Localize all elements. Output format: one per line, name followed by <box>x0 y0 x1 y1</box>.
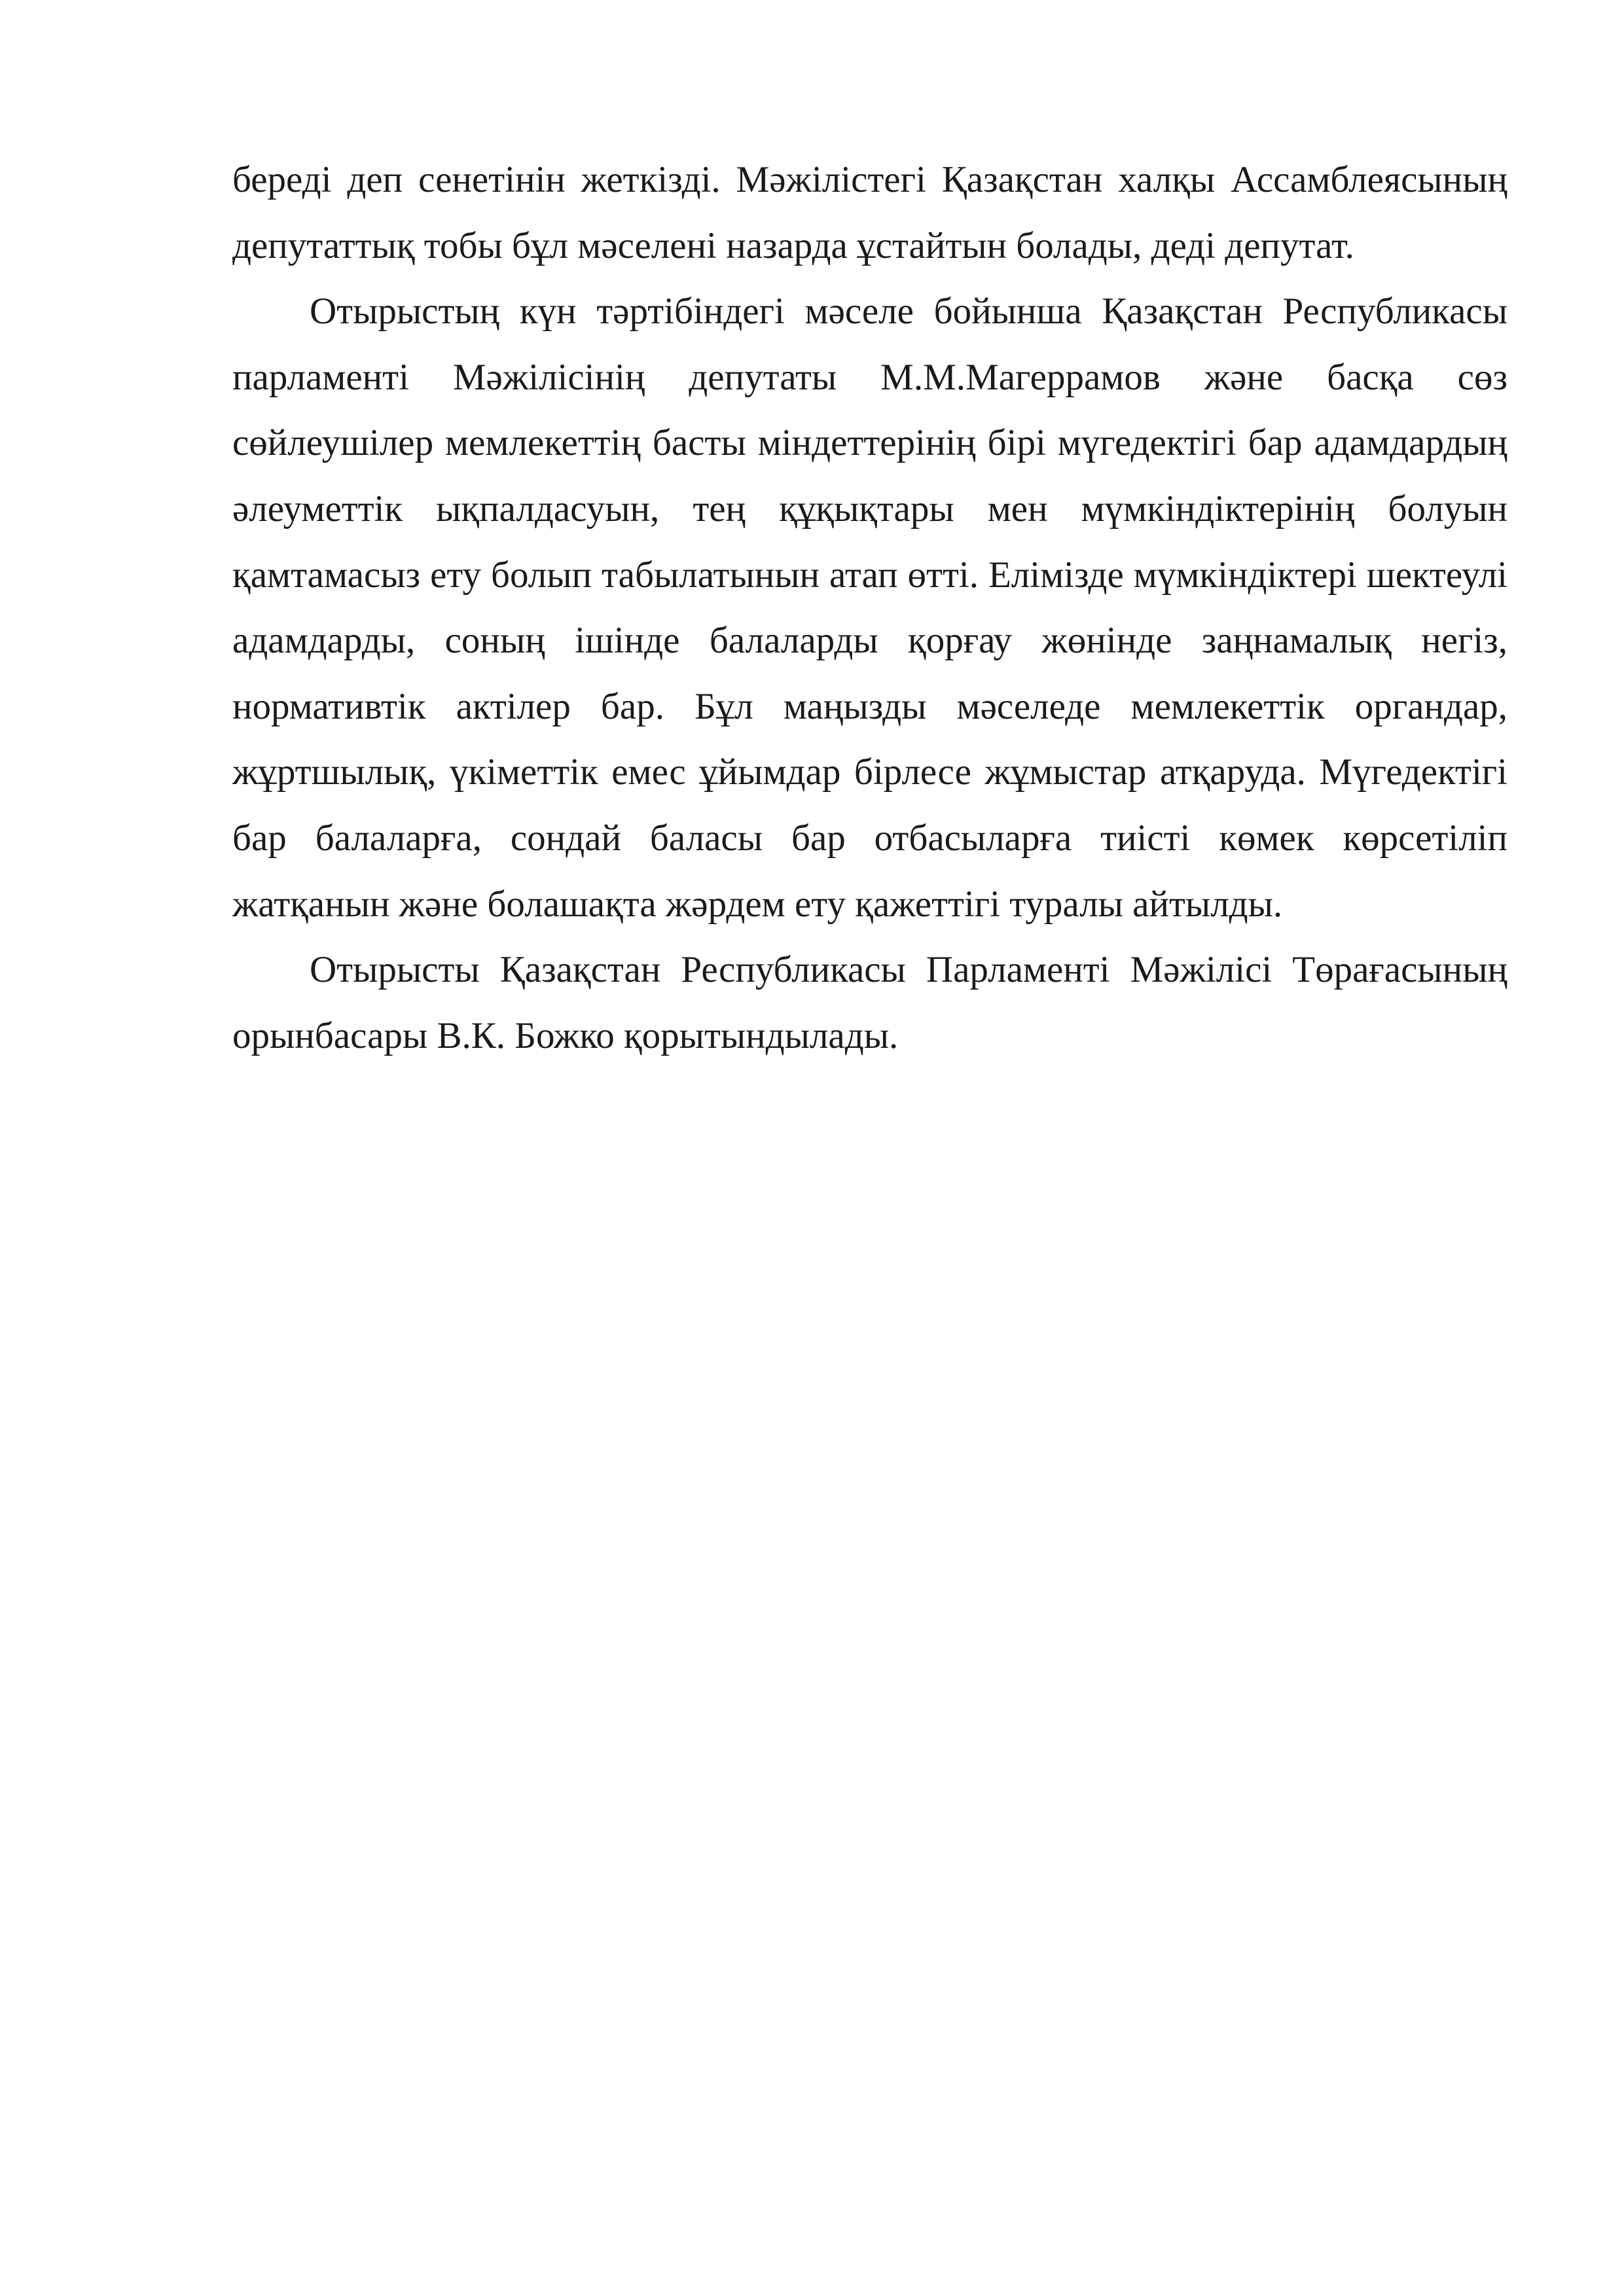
paragraph-session-conclusion: Отырысты Қазақстан Республикасы Парламенті Мәжілісі Төрағасының орынбасары В.К. Божко қорытындылады. <box>232 949 1507 1056</box>
document-body <box>232 147 1507 1069</box>
paragraph-session-discussion: Отырыстың күн тәртібіндегі мәселе бойынша Қазақстан Республикасы парламенті Мәжілісінің депутаты М.М.Магеррамов және басқа сөз сөйлеушілер мемлекеттің басты міндеттерінің бірі мүгедектігі бар адамдардың әлеуметтік ықпалдасуын, тең құқықтары мен мүмкіндіктерінің болуын қамтамасыз ету болып табылатынын атап өтті. Елімізде мүмкіндіктері шектеулі адамдарды, соның ішінде балаларды қорғау жөнінде заңнамалық негіз, нормативтік актілер бар. Бұл маңызды мәселеде мемлекеттік органдар, жұртшылық, үкіметтік емес ұйымдар бірлесе жұмыстар атқаруда. Мүгедектігі бар балаларға, сондай баласы бар отбасыларға тиісті көмек көрсетіліп жатқанын және болашақта жәрдем ету қажеттігі туралы айтылды. <box>232 291 1507 925</box>
paragraph-continuation: береді деп сенетінін жеткізді. Мәжілістегі Қазақстан халқы Ассамблеясының депутаттық тобы бұл мәселені назарда ұстайтын болады, деді депутат. <box>232 159 1507 266</box>
